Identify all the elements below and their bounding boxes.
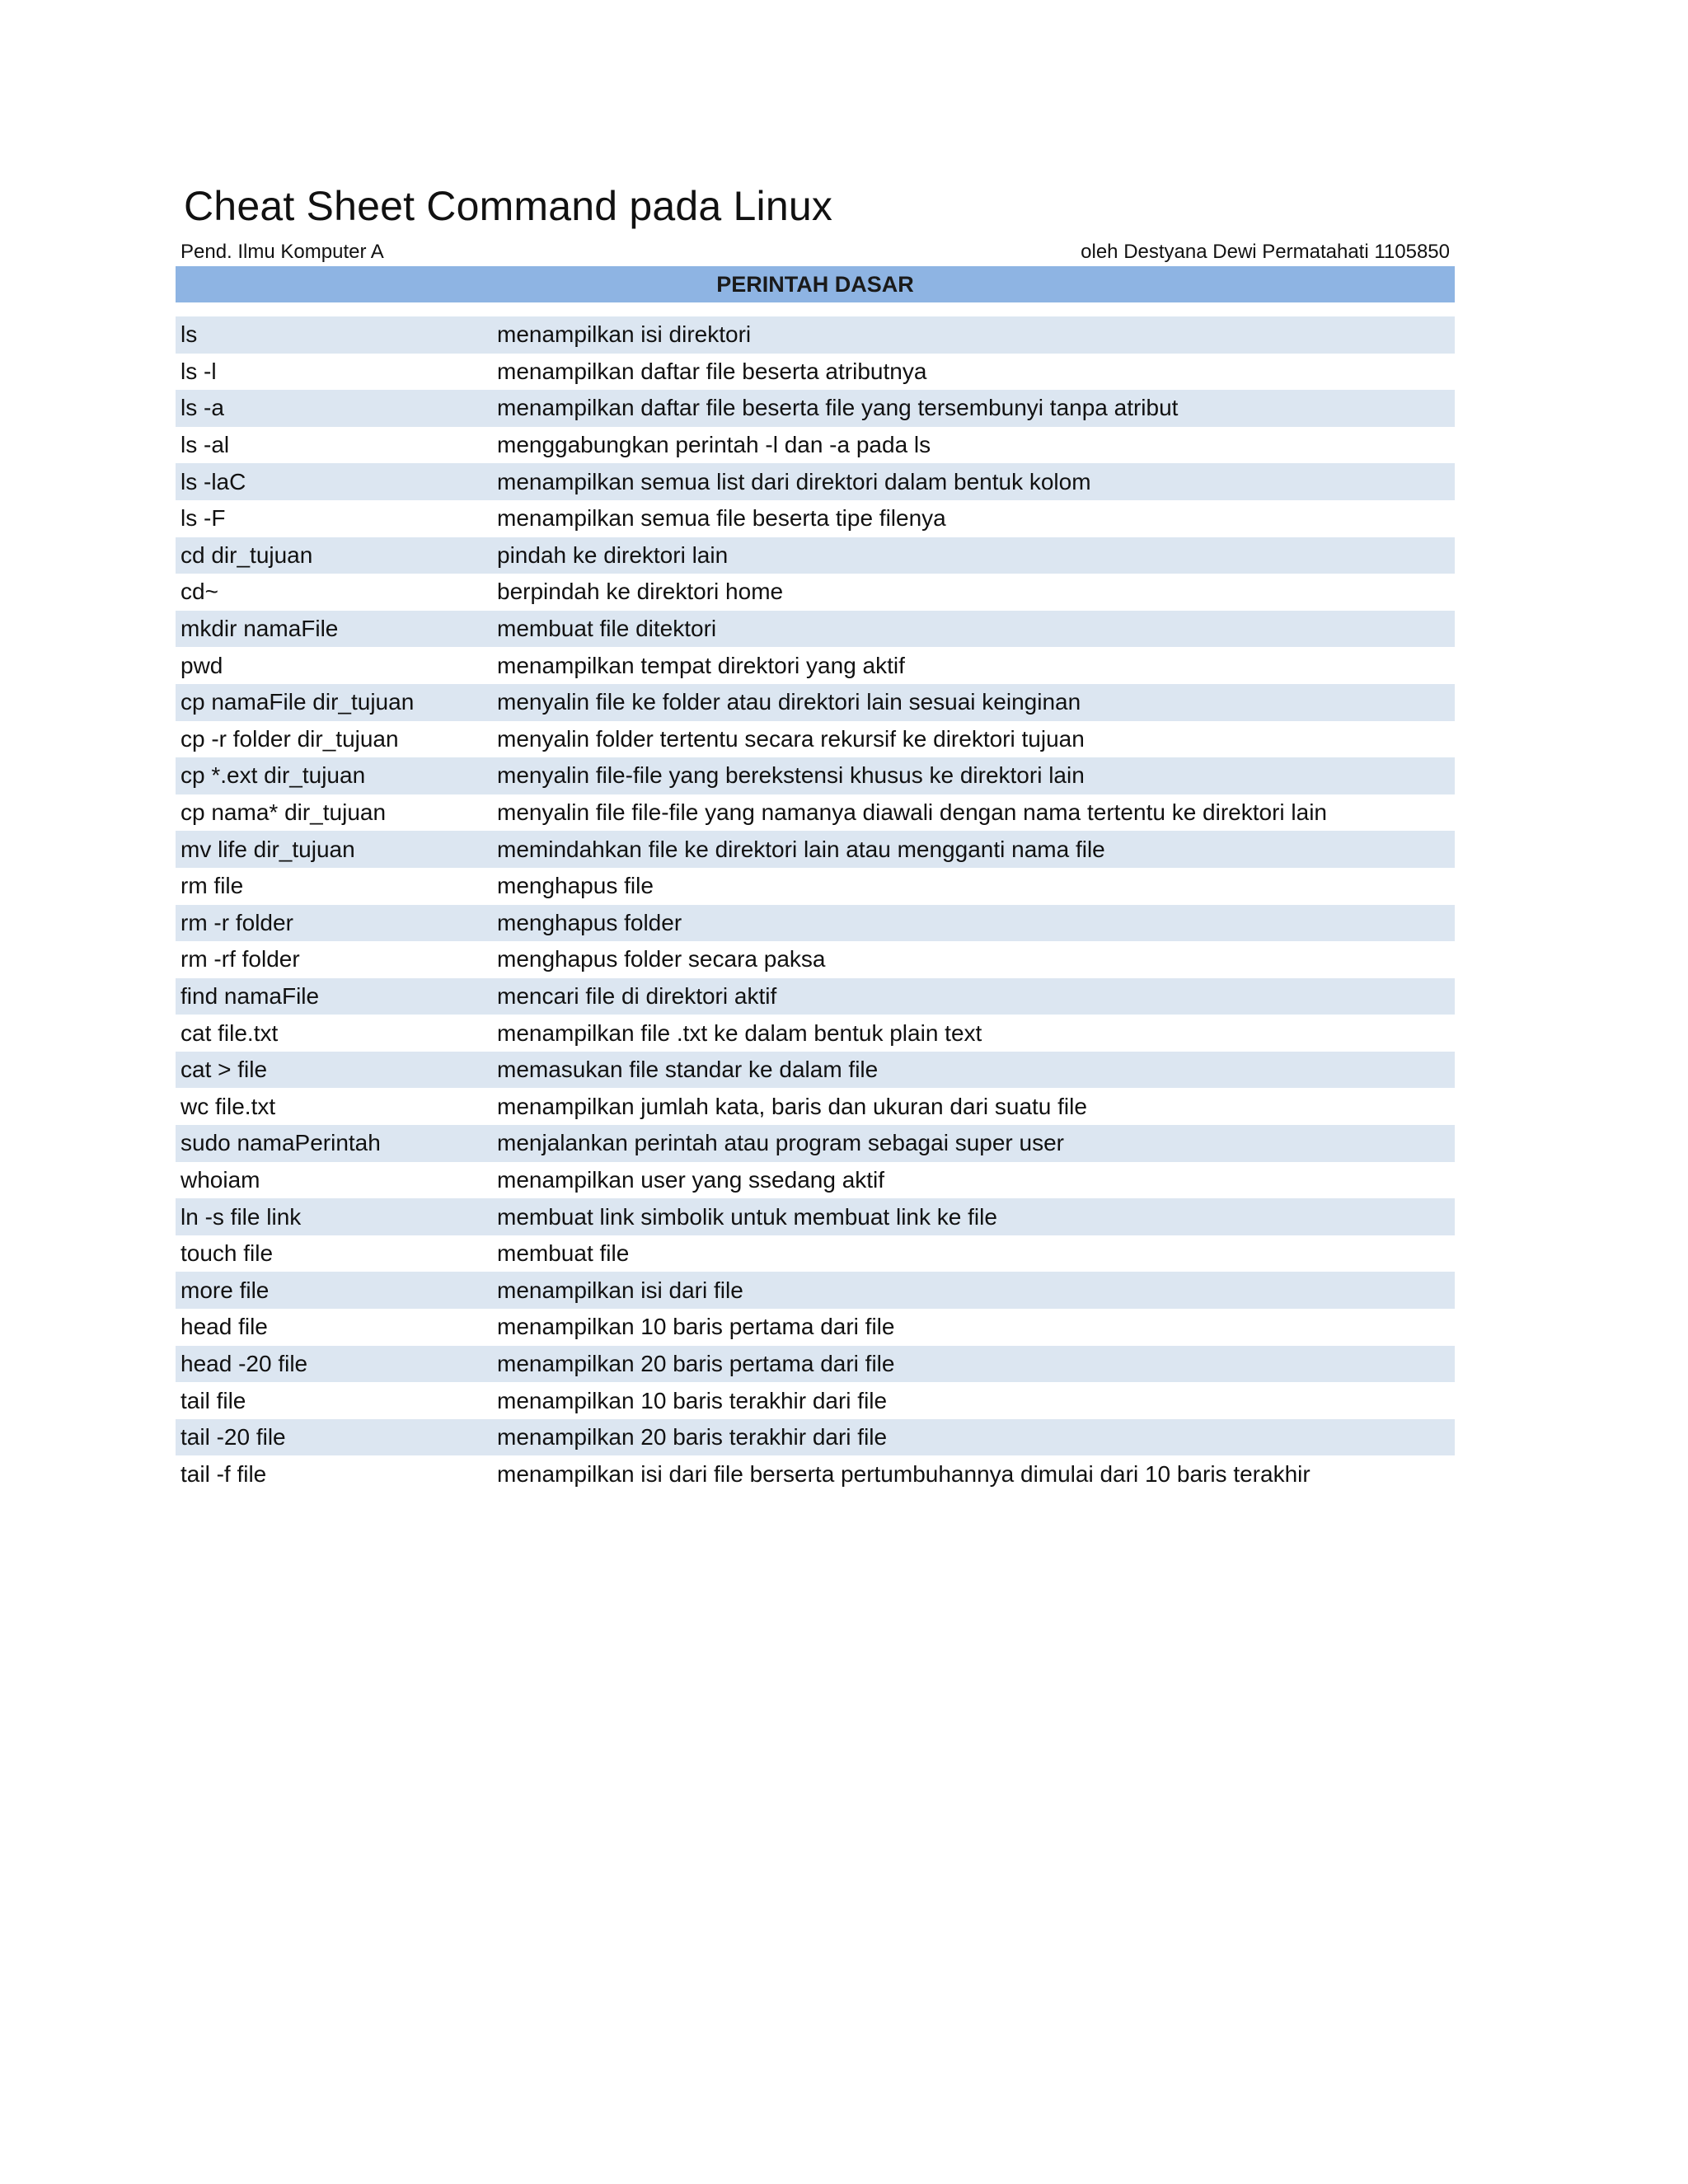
command-cell: cd~	[181, 579, 218, 605]
table-row	[176, 316, 1455, 354]
command-cell: ls -laC	[181, 468, 246, 494]
description-cell: menampilkan 10 baris pertama dari file	[497, 1314, 895, 1340]
description-cell: menghapus folder secara paksa	[497, 946, 826, 972]
description-cell: menampilkan daftar file beserta file yang tersembunyi tanpa atribut	[497, 395, 1179, 421]
description-cell: menampilkan isi direktori	[497, 321, 752, 348]
command-cell: cd dir_tujuan	[181, 541, 313, 568]
table-row	[176, 941, 1455, 978]
section-header: PERINTAH DASAR	[176, 266, 1455, 302]
description-cell: menampilkan user yang ssedang aktif	[497, 1166, 885, 1193]
description-cell: menampilkan semua list dari direktori dalam bentuk kolom	[497, 468, 1091, 494]
description-cell: memindahkan file ke direktori lain atau mengganti nama file	[497, 836, 1105, 862]
table-row	[176, 1125, 1455, 1162]
description-cell: menampilkan daftar file beserta atributnya	[497, 358, 927, 384]
table-row	[176, 1346, 1455, 1383]
table-row	[176, 978, 1455, 1015]
command-cell: head file	[181, 1314, 268, 1340]
description-cell: memasukan file standar ke dalam file	[497, 1057, 879, 1083]
table-row	[176, 1272, 1455, 1309]
command-cell: cp nama* dir_tujuan	[181, 799, 387, 826]
table-row	[176, 684, 1455, 721]
command-cell: touch file	[181, 1240, 274, 1267]
table-row	[176, 757, 1455, 794]
description-cell: menampilkan isi dari file	[497, 1277, 743, 1303]
table-row	[176, 1382, 1455, 1419]
command-cell: pwd	[181, 652, 223, 678]
description-cell: menghapus file	[497, 873, 654, 899]
table-row	[176, 574, 1455, 611]
table-row	[176, 354, 1455, 391]
description-cell: membuat file ditektori	[497, 616, 717, 642]
command-cell: mkdir namaFile	[181, 616, 339, 642]
command-cell: cp *.ext dir_tujuan	[181, 762, 366, 789]
command-cell: cat > file	[181, 1057, 268, 1083]
command-cell: rm file	[181, 873, 244, 899]
description-cell: menghapus folder	[497, 909, 682, 935]
table-row	[176, 1455, 1455, 1493]
command-table	[176, 316, 1455, 1493]
command-cell: ls	[181, 321, 198, 348]
class-label: Pend. Ilmu Komputer A	[181, 241, 384, 263]
command-cell: rm -r folder	[181, 909, 293, 935]
table-row	[176, 721, 1455, 758]
table-row	[176, 868, 1455, 905]
description-cell: menampilkan tempat direktori yang aktif	[497, 652, 905, 678]
description-cell: menampilkan 20 baris terakhir dari file	[497, 1424, 888, 1451]
command-cell: sudo namaPerintah	[181, 1130, 381, 1156]
page-title: Cheat Sheet Command pada Linux	[184, 183, 833, 229]
command-cell: tail -f file	[181, 1460, 267, 1487]
description-cell: menampilkan 20 baris pertama dari file	[497, 1350, 895, 1376]
command-cell: ls -l	[181, 358, 217, 384]
description-cell: menampilkan 10 baris terakhir dari file	[497, 1387, 888, 1413]
command-cell: ln -s file link	[181, 1203, 302, 1230]
command-cell: ls -F	[181, 505, 226, 532]
description-cell: menyalin file-file yang berekstensi khusus ke direktori lain	[497, 762, 1085, 789]
command-cell: cp -r folder dir_tujuan	[181, 725, 399, 752]
description-cell: berpindah ke direktori home	[497, 579, 784, 605]
table-row	[176, 1235, 1455, 1272]
table-row	[176, 1162, 1455, 1199]
table-row	[176, 390, 1455, 427]
description-cell: pindah ke direktori lain	[497, 541, 729, 568]
command-cell: mv life dir_tujuan	[181, 836, 355, 862]
author-label: oleh Destyana Dewi Permatahati 1105850	[1081, 241, 1450, 263]
description-cell: membuat file	[497, 1240, 630, 1267]
command-cell: cp namaFile dir_tujuan	[181, 689, 415, 715]
table-row	[176, 1015, 1455, 1052]
command-cell: tail -20 file	[181, 1424, 286, 1451]
command-cell: rm -rf folder	[181, 946, 300, 972]
description-cell: mencari file di direktori aktif	[497, 982, 777, 1009]
description-cell: menyalin file file-file yang namanya diawali dengan nama tertentu ke direktori lain	[497, 799, 1328, 826]
description-cell: menyalin file ke folder atau direktori lain sesuai keinginan	[497, 689, 1081, 715]
table-row	[176, 1419, 1455, 1456]
subheader	[176, 238, 1455, 266]
command-cell: ls -al	[181, 432, 230, 458]
command-cell: wc file.txt	[181, 1093, 276, 1119]
command-cell: ls -a	[181, 395, 224, 421]
description-cell: menjalankan perintah atau program sebagai super user	[497, 1130, 1064, 1156]
table-row	[176, 1309, 1455, 1346]
table-row	[176, 500, 1455, 537]
table-row	[176, 905, 1455, 942]
command-cell: tail file	[181, 1387, 246, 1413]
description-cell: menampilkan semua file beserta tipe filenya	[497, 505, 946, 532]
table-row	[176, 1052, 1455, 1089]
description-cell: menggabungkan perintah -l dan -a pada ls	[497, 432, 931, 458]
command-cell: more file	[181, 1277, 270, 1303]
table-row	[176, 463, 1455, 500]
table-row	[176, 794, 1455, 832]
table-row	[176, 537, 1455, 574]
command-cell: find namaFile	[181, 982, 320, 1009]
description-cell: menampilkan isi dari file berserta pertumbuhannya dimulai dari 10 baris terakhir	[497, 1460, 1311, 1487]
table-row	[176, 1198, 1455, 1235]
cheat-sheet	[176, 180, 1455, 1493]
description-cell: membuat link simbolik untuk membuat link ke file	[497, 1203, 997, 1230]
table-row	[176, 1088, 1455, 1125]
description-cell: menyalin folder tertentu secara rekursif ke direktori tujuan	[497, 725, 1085, 752]
table-row	[176, 611, 1455, 648]
table-row	[176, 427, 1455, 464]
spacer	[176, 302, 1455, 316]
table-row	[176, 831, 1455, 868]
description-cell: menampilkan file .txt ke dalam bentuk plain text	[497, 1019, 982, 1046]
command-cell: cat file.txt	[181, 1019, 279, 1046]
description-cell: menampilkan jumlah kata, baris dan ukuran dari suatu file	[497, 1093, 1087, 1119]
command-cell: whoiam	[181, 1166, 260, 1193]
command-cell: head -20 file	[181, 1350, 308, 1376]
table-row	[176, 647, 1455, 684]
